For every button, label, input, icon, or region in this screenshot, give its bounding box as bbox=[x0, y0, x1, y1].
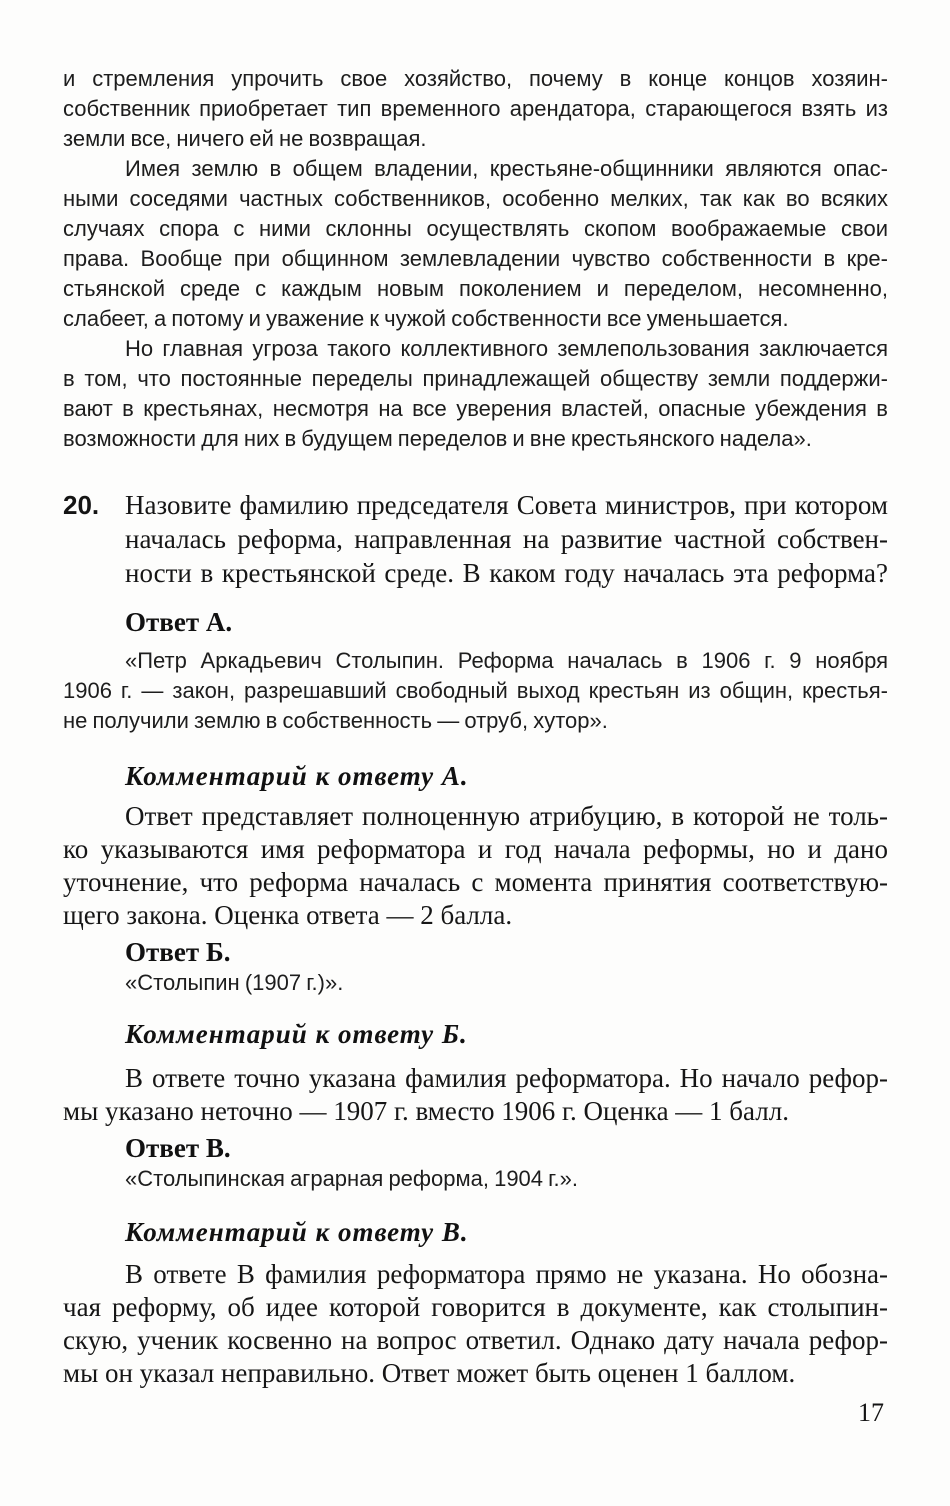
answer-b-label: Ответ Б. bbox=[125, 937, 231, 967]
document-excerpt bbox=[63, 64, 888, 454]
text-line: мы указано неточно — 1907 г. вместо 1906 г. Оценка — 1 балл. bbox=[63, 1096, 789, 1126]
text-line: 1906 г. — закон, разрешавший свободный выход крестьян из общин, крестья- bbox=[63, 678, 888, 703]
text-line: В ответе В фамилия реформатора прямо не указана. Но обозна- bbox=[125, 1259, 888, 1289]
text-line: стьянской среде с каждым новым поколением и переделом, несомненно, bbox=[63, 276, 888, 301]
excerpt-paragraph bbox=[63, 64, 888, 154]
text-line: Но главная угроза такого коллективного землепользования заключается bbox=[125, 336, 888, 361]
text-line: возможности для них в будущем переделов и вне крестьянского надела». bbox=[63, 426, 812, 451]
text-line: ности в крестьянской среде. В каком году началась эта реформа? bbox=[125, 558, 888, 588]
text-line: «Столыпинская аграрная реформа, 1904 г.». bbox=[125, 1166, 578, 1191]
comment-b-title: Комментарий к ответу Б. bbox=[125, 1019, 468, 1049]
text-line: Назовите фамилию председателя Совета министров, при котором bbox=[125, 490, 888, 520]
text-line: «Петр Аркадьевич Столыпин. Реформа началась в 1906 г. 9 ноября bbox=[125, 648, 888, 673]
comment-a-title: Комментарий к ответу А. bbox=[125, 761, 469, 791]
question-text bbox=[125, 488, 888, 590]
text-line: в том, что постоянные переделы принадлежащей обществу земли поддержи- bbox=[63, 366, 888, 391]
text-line: скую, ученик косвенно на вопрос ответил. Однако дату начала рефор- bbox=[63, 1325, 888, 1355]
comment-c-title: Комментарий к ответу В. bbox=[125, 1217, 469, 1247]
text-line: собственник приобретает тип временного арендатора, старающегося взять из bbox=[63, 96, 888, 121]
text-line: ко указываются имя реформатора и год начала реформы, но и дано bbox=[63, 834, 888, 864]
text-line: вают в крестьянах, несмотря на все уверения властей, опасные убеждения в bbox=[63, 396, 888, 421]
answer-a-quote bbox=[63, 646, 888, 736]
text-line: Ответ представляет полноценную атрибуцию, в которой не толь- bbox=[125, 801, 888, 831]
excerpt-paragraph bbox=[63, 154, 888, 334]
answer-c-label: Ответ В. bbox=[125, 1133, 231, 1163]
text-line: случаях спора с ними склонны осуществлять скопом воображаемые свои bbox=[63, 216, 888, 241]
answer-c-quote bbox=[63, 1164, 888, 1194]
text-line: ными соседями частных собственников, особенно мелких, так как во всяких bbox=[63, 186, 888, 211]
question-item bbox=[63, 488, 888, 590]
text-line: мы он указал неправильно. Ответ может быть оценен 1 баллом. bbox=[63, 1358, 796, 1388]
question-number: 20. bbox=[63, 490, 100, 520]
excerpt-paragraph bbox=[63, 334, 888, 454]
comment-a-body bbox=[63, 800, 888, 932]
comment-c-body bbox=[63, 1258, 888, 1390]
text-line: началась реформа, направленная на развитие частной собствен- bbox=[125, 524, 888, 554]
text-line: земли все, ничего ей не возвращая. bbox=[63, 126, 427, 151]
text-line: щего закона. Оценка ответа — 2 балла. bbox=[63, 900, 513, 930]
answer-b-quote bbox=[63, 968, 888, 998]
text-line: права. Вообще при общинном землевладении чувство собственности в кре- bbox=[63, 246, 888, 271]
comment-b-body bbox=[63, 1062, 888, 1128]
text-line: и стремления упрочить свое хозяйство, почему в конце концов хозяин- bbox=[63, 66, 888, 91]
text-line: В ответе точно указана фамилия реформатора. Но начало рефор- bbox=[125, 1063, 888, 1093]
page-number: 17 bbox=[858, 1398, 884, 1427]
text-line: Имея землю в общем владении, крестьяне-общинники являются опас- bbox=[125, 156, 888, 181]
answer-a-label: Ответ А. bbox=[125, 607, 233, 637]
text-line: чая реформу, об идее которой говорится в документе, как столыпин- bbox=[63, 1292, 888, 1322]
text-line: слабеет, а потому и уважение к чужой собственности все уменьшается. bbox=[63, 306, 789, 331]
text-line: уточнение, что реформа началась с момента принятия соответствую- bbox=[63, 867, 888, 897]
text-line: «Столыпин (1907 г.)». bbox=[125, 970, 344, 995]
text-line: не получили землю в собственность — отруб, хутор». bbox=[63, 708, 608, 733]
